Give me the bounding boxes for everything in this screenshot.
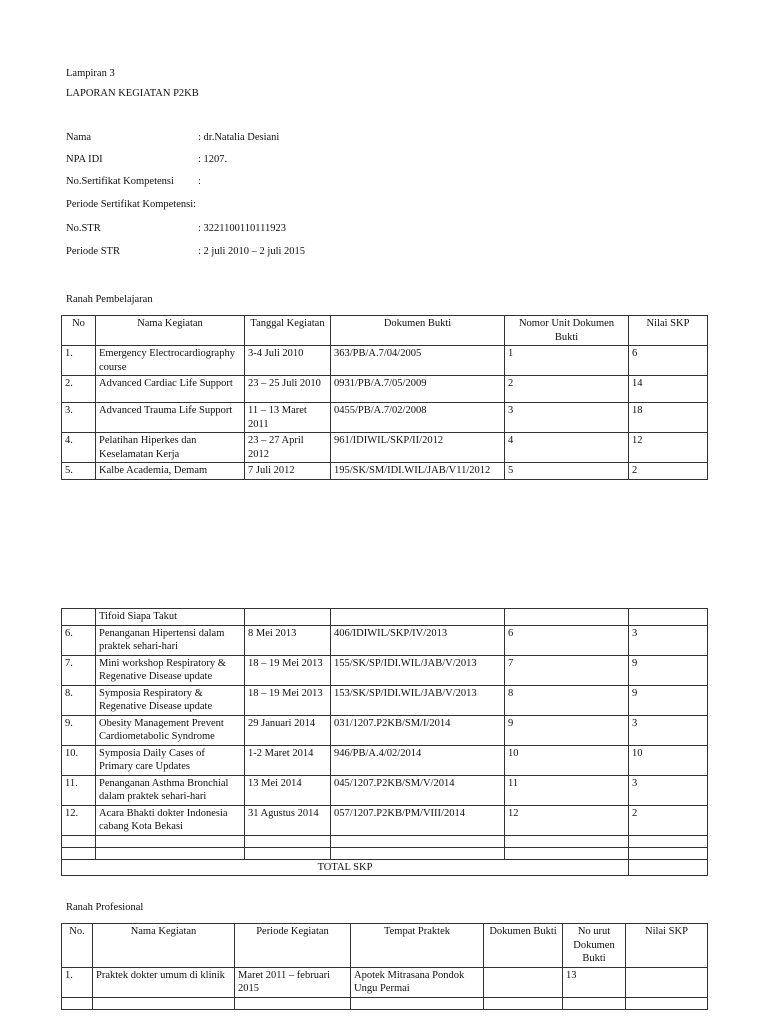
table-row xyxy=(62,685,708,715)
cell: 23 – 27 April 2012 xyxy=(245,433,331,463)
header-nomor-unit: Nomor Unit Dokumen Bukti xyxy=(505,316,629,346)
table-row xyxy=(62,433,708,463)
cell: 2 xyxy=(505,376,629,403)
cell: 406/IDIWIL/SKP/IV/2013 xyxy=(331,625,505,655)
cell: 9 xyxy=(629,685,708,715)
cell: Advanced Cardiac Life Support xyxy=(96,376,245,403)
table-row xyxy=(62,967,708,997)
cell: 12 xyxy=(505,805,629,835)
cell xyxy=(484,997,563,1009)
info-label: Nama xyxy=(66,132,92,143)
cell xyxy=(331,609,505,626)
cell: 14 xyxy=(629,376,708,403)
cell: 2 xyxy=(629,805,708,835)
cell xyxy=(626,997,708,1009)
cell xyxy=(96,847,245,859)
cell: 153/SK/SP/IDI.WIL/JAB/V/2013 xyxy=(331,685,505,715)
cell xyxy=(629,847,708,859)
cell xyxy=(62,609,96,626)
table-row xyxy=(62,376,708,403)
header-dokumen-bukti: Dokumen Bukti xyxy=(484,924,563,968)
cell: Obesity Management Prevent Cardiometabolic Syndrome xyxy=(96,715,245,745)
info-label: Periode Sertifikat Kompetensi: xyxy=(66,199,197,210)
info-label: NPA IDI xyxy=(66,154,103,165)
info-label: Periode STR xyxy=(66,246,120,257)
header-nama-kegiatan: Nama Kegiatan xyxy=(93,924,235,968)
cell: 13 xyxy=(563,967,626,997)
cell: 11 xyxy=(505,775,629,805)
cell xyxy=(331,835,505,847)
cell: 3 xyxy=(629,625,708,655)
cell xyxy=(235,997,351,1009)
cell: 045/1207.P2KB/SM/V/2014 xyxy=(331,775,505,805)
cell: 4 xyxy=(505,433,629,463)
cell: Mini workshop Respiratory & Regenative Disease update xyxy=(96,655,245,685)
info-label: No.STR xyxy=(66,223,101,234)
cell xyxy=(505,835,629,847)
cell xyxy=(331,847,505,859)
cell: 9 xyxy=(505,715,629,745)
cell: 2. xyxy=(62,376,96,403)
cell: 1-2 Maret 2014 xyxy=(245,745,331,775)
header-dokumen: Dokumen Bukti xyxy=(331,316,505,346)
header-tanggal: Tanggal Kegiatan xyxy=(245,316,331,346)
cell: 10. xyxy=(62,745,96,775)
cell: 031/1207.P2KB/SM/I/2014 xyxy=(331,715,505,745)
header-nilai-skp: Nilai SKP xyxy=(626,924,708,968)
cell xyxy=(96,835,245,847)
cell: 6 xyxy=(629,346,708,376)
table-pembelajaran-continued xyxy=(61,608,708,876)
table-row xyxy=(62,346,708,376)
cell: 5 xyxy=(505,463,629,480)
cell: Pelatihan Hiperkes dan Keselamatan Kerja xyxy=(96,433,245,463)
page-title: LAPORAN KEGIATAN P2KB xyxy=(66,88,199,99)
cell: 12 xyxy=(629,433,708,463)
cell: 0931/PB/A.7/05/2009 xyxy=(331,376,505,403)
table-row-empty xyxy=(62,847,708,859)
cell: Maret 2011 – februari 2015 xyxy=(235,967,351,997)
cell: 10 xyxy=(629,745,708,775)
cell: 8 Mei 2013 xyxy=(245,625,331,655)
table-row-empty xyxy=(62,997,708,1009)
cell: 18 – 19 Mei 2013 xyxy=(245,685,331,715)
cell xyxy=(62,835,96,847)
cell xyxy=(629,835,708,847)
cell: 18 – 19 Mei 2013 xyxy=(245,655,331,685)
header-tempat-praktek: Tempat Praktek xyxy=(351,924,484,968)
cell: 23 – 25 Juli 2010 xyxy=(245,376,331,403)
cell xyxy=(62,847,96,859)
cell: 3 xyxy=(505,403,629,433)
table-row xyxy=(62,403,708,433)
cell: Advanced Trauma Life Support xyxy=(96,403,245,433)
info-label: No.Sertifikat Kompetensi xyxy=(66,176,174,187)
info-value: : 2 juli 2010 – 2 juli 2015 xyxy=(198,246,306,257)
lampiran-label: Lampiran 3 xyxy=(66,68,115,79)
cell: 9 xyxy=(629,655,708,685)
table-header-row xyxy=(62,316,708,346)
cell: 195/SK/SM/IDI.WIL/JAB/V11/2012 xyxy=(331,463,505,480)
cell: 7 Juli 2012 xyxy=(245,463,331,480)
cell: 8 xyxy=(505,685,629,715)
table-row xyxy=(62,745,708,775)
header-nama-kegiatan: Nama Kegiatan xyxy=(96,316,245,346)
cell xyxy=(563,997,626,1009)
cell: 9. xyxy=(62,715,96,745)
table-row-empty xyxy=(62,835,708,847)
table-pembelajaran xyxy=(61,315,708,480)
cell: Kalbe Academia, Demam xyxy=(96,463,245,480)
cell xyxy=(245,847,331,859)
table-header-row xyxy=(62,924,708,968)
cell: Apotek Mitrasana Pondok Ungu Permai xyxy=(351,967,484,997)
total-row xyxy=(62,859,708,876)
cell: 11 – 13 Maret 2011 xyxy=(245,403,331,433)
cell: 2 xyxy=(629,463,708,480)
cell: 1. xyxy=(62,967,93,997)
table-row xyxy=(62,655,708,685)
cell xyxy=(626,967,708,997)
cell xyxy=(351,997,484,1009)
cell: 8. xyxy=(62,685,96,715)
cell: Symposia Daily Cases of Primary care Updates xyxy=(96,745,245,775)
cell: Acara Bhakti dokter Indonesia cabang Kota Bekasi xyxy=(96,805,245,835)
section-title-pembelajaran: Ranah Pembelajaran xyxy=(66,294,153,305)
cell: 3 xyxy=(629,715,708,745)
info-value: : 3221100110111923 xyxy=(198,223,286,234)
cell: 6 xyxy=(505,625,629,655)
table-row xyxy=(62,775,708,805)
cell: 10 xyxy=(505,745,629,775)
cell: 3. xyxy=(62,403,96,433)
cell xyxy=(245,835,331,847)
table-row xyxy=(62,805,708,835)
cell: 946/PB/A.4/02/2014 xyxy=(331,745,505,775)
cell: 961/IDIWIL/SKP/II/2012 xyxy=(331,433,505,463)
cell xyxy=(245,609,331,626)
table-row xyxy=(62,609,708,626)
info-value: : dr.Natalia Desiani xyxy=(198,132,280,143)
cell: 31 Agustus 2014 xyxy=(245,805,331,835)
info-value: : xyxy=(198,176,201,187)
table-row xyxy=(62,625,708,655)
cell: 057/1207.P2KB/PM/VIII/2014 xyxy=(331,805,505,835)
cell xyxy=(629,609,708,626)
cell xyxy=(484,967,563,997)
cell: 29 Januari 2014 xyxy=(245,715,331,745)
cell: 7 xyxy=(505,655,629,685)
cell: 1. xyxy=(62,346,96,376)
cell: 12. xyxy=(62,805,96,835)
header-no: No xyxy=(62,316,96,346)
cell: 155/SK/SP/IDI.WIL/JAB/V/2013 xyxy=(331,655,505,685)
cell: 13 Mei 2014 xyxy=(245,775,331,805)
table-row xyxy=(62,715,708,745)
cell: 3-4 Juli 2010 xyxy=(245,346,331,376)
header-nilai-skp: Nilai SKP xyxy=(629,316,708,346)
cell: Praktek dokter umum di klinik xyxy=(93,967,235,997)
cell: 363/PB/A.7/04/2005 xyxy=(331,346,505,376)
cell: 7. xyxy=(62,655,96,685)
section-title-profesional: Ranah Profesional xyxy=(66,902,144,913)
info-value: : 1207. xyxy=(198,154,228,165)
cell: 0455/PB/A.7/02/2008 xyxy=(331,403,505,433)
cell: 4. xyxy=(62,433,96,463)
header-no-urut: No urut Dokumen Bukti xyxy=(563,924,626,968)
total-skp-label: TOTAL SKP xyxy=(62,859,629,876)
header-periode: Periode Kegiatan xyxy=(235,924,351,968)
total-skp-value xyxy=(629,859,708,876)
cell: Tifoid Siapa Takut xyxy=(96,609,245,626)
cell: 5. xyxy=(62,463,96,480)
cell xyxy=(93,997,235,1009)
cell: Emergency Electrocardiography course xyxy=(96,346,245,376)
cell: 3 xyxy=(629,775,708,805)
header-no: No. xyxy=(62,924,93,968)
cell: Symposia Respiratory & Regenative Disease update xyxy=(96,685,245,715)
cell: 1 xyxy=(505,346,629,376)
cell: 11. xyxy=(62,775,96,805)
table-profesional xyxy=(61,923,708,1010)
cell: 18 xyxy=(629,403,708,433)
cell xyxy=(505,847,629,859)
cell: 6. xyxy=(62,625,96,655)
cell: Penanganan Hipertensi dalam praktek sehari-hari xyxy=(96,625,245,655)
cell xyxy=(505,609,629,626)
table-row xyxy=(62,463,708,480)
cell: Penanganan Asthma Bronchial dalam praktek sehari-hari xyxy=(96,775,245,805)
cell xyxy=(62,997,93,1009)
